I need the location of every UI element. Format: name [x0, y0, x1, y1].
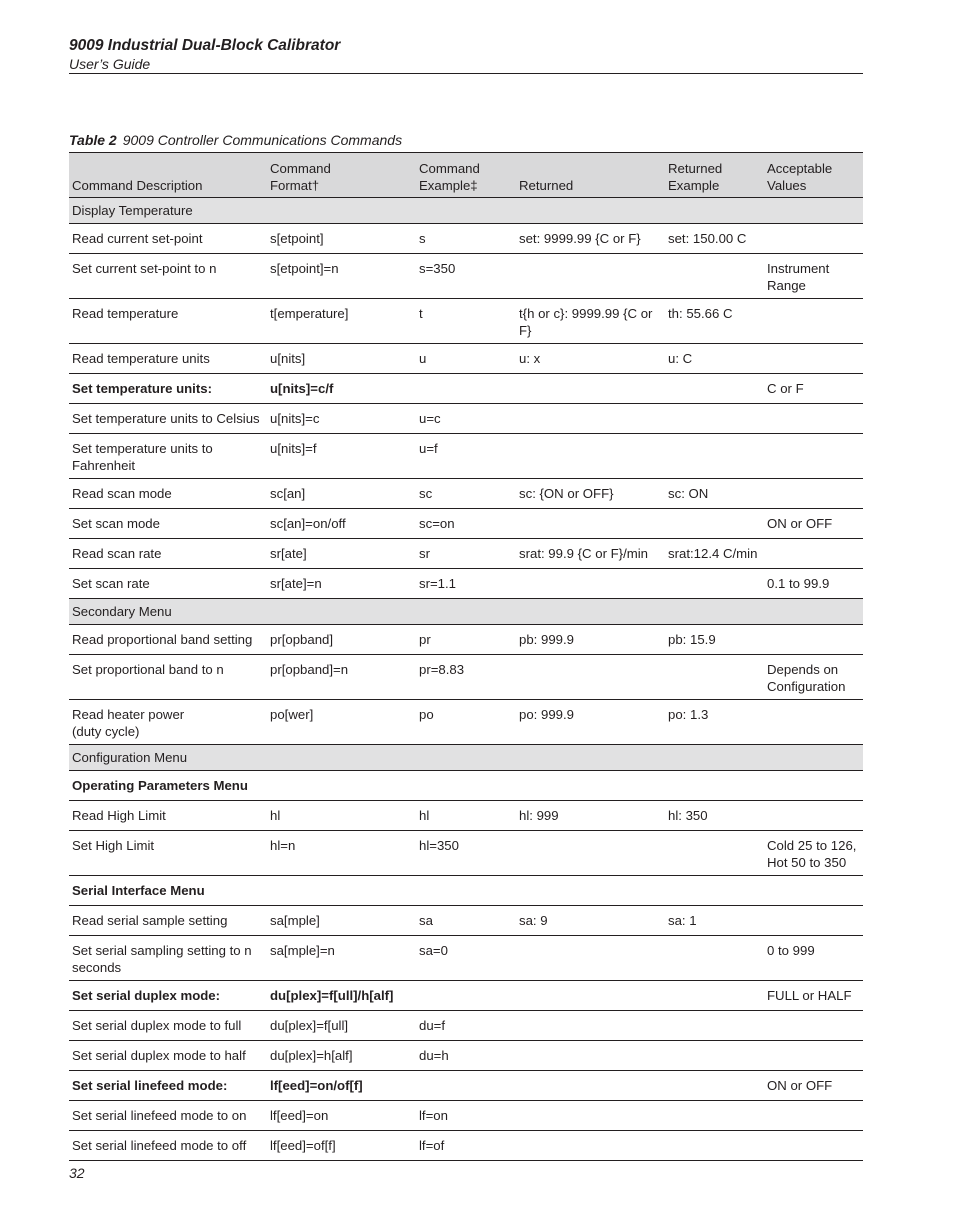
- table-cell: sa: 1: [665, 906, 764, 936]
- page-number: 32: [69, 1165, 85, 1181]
- table-cell: [665, 936, 764, 981]
- table-row: [69, 1131, 863, 1161]
- table-cell: [764, 876, 863, 906]
- table-cell: [665, 254, 764, 299]
- table-cell: [516, 569, 665, 599]
- table-cell: Set temperature units to Celsius: [69, 404, 267, 434]
- table-cell: [665, 1101, 764, 1131]
- table-cell: [267, 771, 416, 801]
- section-title: Secondary Menu: [69, 599, 863, 625]
- table-cell: [665, 655, 764, 700]
- table-cell: t: [416, 299, 516, 344]
- table-cell: u[nits]: [267, 344, 416, 374]
- table-cell: sr: [416, 539, 516, 569]
- table-cell: sc=on: [416, 509, 516, 539]
- table-cell: Read serial sample setting: [69, 906, 267, 936]
- table-cell: Set temperature units:: [69, 374, 267, 404]
- column-header-returned-example: Returned Example: [665, 153, 764, 198]
- table-cell: Cold 25 to 126, Hot 50 to 350: [764, 831, 863, 876]
- table-cell: Set serial duplex mode:: [69, 981, 267, 1011]
- table-row: [69, 906, 863, 936]
- table-cell: sa[mple]=n: [267, 936, 416, 981]
- table-cell: Depends on Configuration: [764, 655, 863, 700]
- table-cell: du=h: [416, 1041, 516, 1071]
- column-header-acceptable-values: Acceptable Values: [764, 153, 863, 198]
- table-row: [69, 936, 863, 981]
- table-cell: du[plex]=f[ull]/h[alf]: [267, 981, 416, 1011]
- section-row: [69, 599, 863, 625]
- table-cell: [516, 434, 665, 479]
- table-row: [69, 224, 863, 254]
- table-cell: Set High Limit: [69, 831, 267, 876]
- column-header-description: Command Description: [69, 153, 267, 198]
- column-header-returned: Returned: [516, 153, 665, 198]
- table-cell: sc: [416, 479, 516, 509]
- column-header-format: Command Format†: [267, 153, 416, 198]
- table-cell: Instrument Range: [764, 254, 863, 299]
- table-cell: [665, 981, 764, 1011]
- table-cell: [516, 1131, 665, 1161]
- table-cell: sa: 9: [516, 906, 665, 936]
- table-row: [69, 1011, 863, 1041]
- table-cell: Set current set-point to n: [69, 254, 267, 299]
- table-row: [69, 509, 863, 539]
- table-cell: sc[an]: [267, 479, 416, 509]
- section-title: Configuration Menu: [69, 745, 863, 771]
- table-cell: [516, 936, 665, 981]
- table-cell: Set temperature units to Fahrenheit: [69, 434, 267, 479]
- table-cell: lf[eed]=on: [267, 1101, 416, 1131]
- table-cell: s: [416, 224, 516, 254]
- table-cell: po: 999.9: [516, 700, 665, 745]
- table-cell: [416, 876, 516, 906]
- table-cell: [665, 1131, 764, 1161]
- table-body: [69, 198, 863, 1161]
- table-cell: [516, 771, 665, 801]
- table-header-row: [69, 153, 863, 198]
- table-cell: [416, 771, 516, 801]
- table-cell: sr=1.1: [416, 569, 516, 599]
- table-cell: t[emperature]: [267, 299, 416, 344]
- table-cell: Read current set-point: [69, 224, 267, 254]
- table-cell: sr[ate]=n: [267, 569, 416, 599]
- table-header: [69, 153, 863, 198]
- table-cell: hl: 350: [665, 801, 764, 831]
- table-cell: [516, 404, 665, 434]
- table-cell: [665, 569, 764, 599]
- table-cell: [764, 1041, 863, 1071]
- table-cell: [764, 1101, 863, 1131]
- section-row: [69, 198, 863, 224]
- table-row: [69, 539, 863, 569]
- table-caption-label: Table 2: [69, 132, 117, 148]
- table-cell: hl: [416, 801, 516, 831]
- table-cell: lf=of: [416, 1131, 516, 1161]
- table-cell: lf=on: [416, 1101, 516, 1131]
- table-cell: po: [416, 700, 516, 745]
- table-cell: pb: 15.9: [665, 625, 764, 655]
- table-cell: Read scan mode: [69, 479, 267, 509]
- table-cell: [516, 981, 665, 1011]
- table-cell: [764, 344, 863, 374]
- document-subtitle: User’s Guide: [69, 56, 151, 72]
- table-cell: th: 55.66 C: [665, 299, 764, 344]
- table-cell: u: C: [665, 344, 764, 374]
- table-row: [69, 404, 863, 434]
- table-cell: sc[an]=on/off: [267, 509, 416, 539]
- table-row: [69, 1041, 863, 1071]
- table-cell: [516, 1071, 665, 1101]
- table-cell: u: [416, 344, 516, 374]
- table-cell: [516, 876, 665, 906]
- table-cell: [416, 374, 516, 404]
- table-cell: [665, 374, 764, 404]
- table-cell: Read heater power (duty cycle): [69, 700, 267, 745]
- table-cell: po[wer]: [267, 700, 416, 745]
- table-cell: lf[eed]=of[f]: [267, 1131, 416, 1161]
- table-cell: du=f: [416, 1011, 516, 1041]
- table-cell: C or F: [764, 374, 863, 404]
- table-row: [69, 479, 863, 509]
- table-cell: [267, 876, 416, 906]
- commands-table: [69, 152, 863, 1161]
- table-cell: pb: 999.9: [516, 625, 665, 655]
- table-cell: [665, 434, 764, 479]
- table-cell: [665, 831, 764, 876]
- table-cell: lf[eed]=on/of[f]: [267, 1071, 416, 1101]
- table-row: [69, 771, 863, 801]
- table-row: [69, 876, 863, 906]
- table-row: [69, 569, 863, 599]
- table-cell: [764, 299, 863, 344]
- table-cell: [665, 1071, 764, 1101]
- table-cell: [764, 771, 863, 801]
- table-cell: Read High Limit: [69, 801, 267, 831]
- table-cell: [665, 509, 764, 539]
- table-row: [69, 1071, 863, 1101]
- table-cell: u[nits]=f: [267, 434, 416, 479]
- table-cell: pr=8.83: [416, 655, 516, 700]
- table-cell: t{h or c}: 9999.99 {C or F}: [516, 299, 665, 344]
- table-cell: srat:12.4 C/min: [665, 539, 764, 569]
- header-rule: [69, 73, 863, 74]
- table-cell: [516, 1011, 665, 1041]
- table-row: [69, 1101, 863, 1131]
- table-cell: sr[ate]: [267, 539, 416, 569]
- column-header-example: Command Example‡: [416, 153, 516, 198]
- table-cell: s[etpoint]=n: [267, 254, 416, 299]
- table-caption-text: 9009 Controller Communications Commands: [122, 132, 403, 148]
- table-cell: Set scan rate: [69, 569, 267, 599]
- table-cell: Set serial sampling setting to n seconds: [69, 936, 267, 981]
- table-cell: du[plex]=h[alf]: [267, 1041, 416, 1071]
- table-cell: Read temperature: [69, 299, 267, 344]
- table-cell: u=c: [416, 404, 516, 434]
- table-cell: [665, 1041, 764, 1071]
- table-cell: srat: 99.9 {C or F}/min: [516, 539, 665, 569]
- table-cell: pr: [416, 625, 516, 655]
- table-cell: [764, 906, 863, 936]
- table-row: [69, 700, 863, 745]
- table-cell: [516, 374, 665, 404]
- table-cell: Read scan rate: [69, 539, 267, 569]
- table-cell: [665, 876, 764, 906]
- table-cell: Set proportional band to n: [69, 655, 267, 700]
- table-cell: 0.1 to 99.9: [764, 569, 863, 599]
- table-row: [69, 254, 863, 299]
- table-cell: 0 to 999: [764, 936, 863, 981]
- table-cell: po: 1.3: [665, 700, 764, 745]
- table-cell: hl: [267, 801, 416, 831]
- table-cell: [764, 1011, 863, 1041]
- table-cell: Set serial duplex mode to full: [69, 1011, 267, 1041]
- table-cell: FULL or HALF: [764, 981, 863, 1011]
- table-cell: sa=0: [416, 936, 516, 981]
- document-title: 9009 Industrial Dual-Block Calibrator: [69, 37, 341, 54]
- table-cell: Set serial duplex mode to half: [69, 1041, 267, 1071]
- table-cell: ON or OFF: [764, 509, 863, 539]
- table-cell: [516, 1041, 665, 1071]
- table-cell: Set serial linefeed mode to off: [69, 1131, 267, 1161]
- table-cell: hl: 999: [516, 801, 665, 831]
- table-cell: pr[opband]: [267, 625, 416, 655]
- table-cell: [764, 404, 863, 434]
- table-cell: [764, 539, 863, 569]
- table-cell: sc: ON: [665, 479, 764, 509]
- table-cell: sa: [416, 906, 516, 936]
- table-cell: [665, 1011, 764, 1041]
- table-cell: s=350: [416, 254, 516, 299]
- table-cell: [516, 655, 665, 700]
- table-row: [69, 801, 863, 831]
- table-cell: u[nits]=c: [267, 404, 416, 434]
- table-cell: [764, 1131, 863, 1161]
- table-cell: Set serial linefeed mode:: [69, 1071, 267, 1101]
- table-cell: du[plex]=f[ull]: [267, 1011, 416, 1041]
- table-cell: Set serial linefeed mode to on: [69, 1101, 267, 1131]
- table-cell: [416, 1071, 516, 1101]
- table-cell: [764, 479, 863, 509]
- table-cell: [764, 224, 863, 254]
- section-title: Display Temperature: [69, 198, 863, 224]
- table-cell: Read temperature units: [69, 344, 267, 374]
- table-cell: sc: {ON or OFF}: [516, 479, 665, 509]
- table-cell: Set scan mode: [69, 509, 267, 539]
- table-cell: u=f: [416, 434, 516, 479]
- table-caption: [69, 132, 402, 148]
- table-row: [69, 625, 863, 655]
- table-cell: hl=350: [416, 831, 516, 876]
- table-cell: [516, 254, 665, 299]
- table-cell: hl=n: [267, 831, 416, 876]
- table-row: [69, 374, 863, 404]
- table-cell: Serial Interface Menu: [69, 876, 267, 906]
- table-cell: [764, 700, 863, 745]
- table-row: [69, 344, 863, 374]
- table-cell: set: 150.00 C: [665, 224, 764, 254]
- table-cell: Operating Parameters Menu: [69, 771, 267, 801]
- table-cell: ON or OFF: [764, 1071, 863, 1101]
- table-cell: [764, 434, 863, 479]
- table-cell: [516, 509, 665, 539]
- table-row: [69, 655, 863, 700]
- table-row: [69, 299, 863, 344]
- table-cell: s[etpoint]: [267, 224, 416, 254]
- table-cell: [764, 801, 863, 831]
- table-cell: set: 9999.99 {C or F}: [516, 224, 665, 254]
- table-cell: u: x: [516, 344, 665, 374]
- table-cell: [416, 981, 516, 1011]
- table-cell: u[nits]=c/f: [267, 374, 416, 404]
- table-cell: Read proportional band setting: [69, 625, 267, 655]
- table-row: [69, 434, 863, 479]
- table-cell: [665, 404, 764, 434]
- table-row: [69, 981, 863, 1011]
- section-row: [69, 745, 863, 771]
- table-cell: pr[opband]=n: [267, 655, 416, 700]
- table-cell: sa[mple]: [267, 906, 416, 936]
- table-cell: [516, 831, 665, 876]
- table-cell: [764, 625, 863, 655]
- table-row: [69, 831, 863, 876]
- table-cell: [516, 1101, 665, 1131]
- table-cell: [665, 771, 764, 801]
